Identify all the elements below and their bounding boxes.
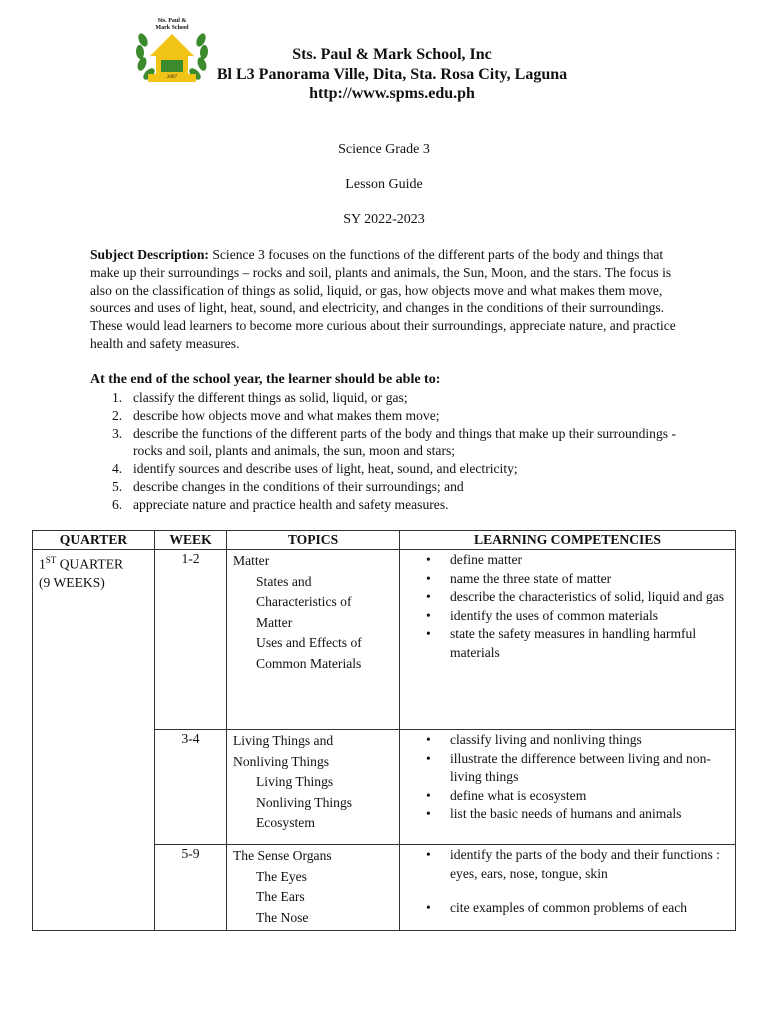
list-item: • illustrate the difference between living and non-living things	[406, 750, 729, 787]
header-week: WEEK	[155, 531, 227, 550]
table-row	[33, 550, 736, 730]
curriculum-table	[32, 530, 736, 931]
list-item: 2. describe how objects move and what makes them move;	[112, 407, 440, 423]
competency-cell	[400, 845, 736, 931]
objective-text: describe changes in the conditions of their surroundings; and	[133, 478, 464, 494]
objective-text: classify the different things as solid, liquid, or gas;	[133, 390, 408, 405]
school-name: Sts. Paul & Mark School, Inc	[292, 46, 492, 63]
list-item: 3. describe the functions of the different parts of the body and things that make up their surroundings - rocks and soil, plants and animals, the sun, moon and stars;	[112, 425, 676, 459]
week-cell: 1-2	[155, 550, 227, 730]
topic-cell	[227, 845, 400, 931]
list-item: • cite examples of common problems of each	[406, 899, 729, 918]
topic-sub: Matter	[256, 614, 293, 630]
quarter-cell	[33, 550, 155, 931]
school-address: Bl L3 Panorama Ville, Dita, Sta. Rosa City, Laguna	[216, 66, 568, 83]
quarter-number: 1	[39, 556, 46, 572]
quarter-superscript: ST	[45, 555, 57, 565]
list-item: • describe the characteristics of solid, liquid and gas	[406, 588, 729, 607]
topic-sub: Living Things	[256, 774, 334, 789]
topic-sub: Common Materials	[256, 655, 362, 671]
list-item: • define matter	[406, 551, 729, 570]
header-topics: TOPICS	[227, 531, 400, 550]
subject-description	[90, 246, 680, 353]
school-website[interactable]: http://www.spms.edu.ph	[309, 85, 475, 102]
topic-cell	[227, 730, 400, 845]
quarter-weeks: (9 WEEKS)	[39, 574, 105, 590]
topic-sub: Uses and Effects of	[256, 635, 362, 650]
topic-sub: States and	[256, 573, 312, 589]
objectives-heading: At the end of the school year, the learner should be able to:	[90, 372, 441, 387]
doc-type: Lesson Guide	[345, 177, 423, 192]
header-quarter: QUARTER	[33, 531, 155, 550]
description-label: Subject Description:	[90, 247, 209, 262]
quarter-label: QUARTER	[56, 556, 124, 572]
list-item: • classify living and nonliving things	[406, 731, 729, 750]
objective-text: identify sources and describe uses of light, heat, sound, and electricity;	[133, 461, 518, 477]
list-item: 5. describe changes in the conditions of their surroundings; and	[112, 478, 464, 494]
topic-main: Matter	[233, 553, 270, 568]
header-competencies: LEARNING COMPETENCIES	[400, 531, 736, 550]
table-header-row	[33, 531, 736, 550]
competency-cell	[400, 730, 736, 845]
logo-year: 2007	[167, 75, 177, 80]
week-cell: 3-4	[155, 730, 227, 845]
topic-sub: The Ears	[256, 889, 305, 904]
topic-sub: The Eyes	[256, 868, 307, 884]
objective-text: describe how objects move and what makes them move;	[133, 407, 440, 423]
objective-text: appreciate nature and practice health and safety measures.	[133, 496, 449, 512]
topic-sub: Ecosystem	[256, 815, 315, 830]
topic-sub: The Nose	[256, 909, 309, 925]
list-item: • identify the parts of the body and their functions : eyes, ears, nose, tongue, skin	[406, 846, 729, 883]
list-item: 1. classify the different things as solid, liquid, or gas;	[112, 390, 408, 405]
topic-cell	[227, 550, 400, 730]
objective-text: describe the functions of the different parts of the body and things that make up their surroundings - rocks and soil, plants and animals, the sun, moon and stars;	[133, 425, 676, 459]
list-item: 6. appreciate nature and practice health and safety measures.	[112, 496, 449, 512]
topic-main: The Sense Organs	[233, 848, 332, 863]
list-item: • identify the uses of common materials	[406, 607, 729, 626]
topic-sub: Characteristics of	[256, 594, 352, 609]
list-item: 4. identify sources and describe uses of light, heat, sound, and electricity;	[112, 461, 518, 477]
description-text: Science 3 focuses on the functions of the different parts of the body and things that make up their surroundings – rocks and soil, plants and animals, the Sun, Moon, and the stars. The focus is also on the classification of things as solid, liquid, or gas, how objects move and what makes them move, sources and uses of light, heat, sound, and electricity, and changes in the conditions of their surroundings. These would lead learners to become more curious about their surroundings, appreciate nature, and practice health and safety measures.	[90, 247, 676, 351]
list-item: • list the basic needs of humans and animals	[406, 805, 729, 824]
school-year: SY 2022-2023	[343, 212, 425, 227]
subject-title: Science Grade 3	[338, 142, 430, 157]
list-item: • state the safety measures in handling harmful materials	[406, 625, 729, 662]
week-cell: 5-9	[155, 845, 227, 931]
topic-sub: Nonliving Things	[256, 794, 353, 810]
list-item: • define what is ecosystem	[406, 787, 729, 806]
logo-text: Sts. Paul & Mark School	[155, 18, 189, 31]
competency-cell	[400, 550, 736, 730]
topic-main: Nonliving Things	[233, 753, 330, 769]
topic-main: Living Things and	[233, 733, 334, 748]
list-item: • name the three state of matter	[406, 570, 729, 589]
objectives-list	[112, 389, 697, 514]
